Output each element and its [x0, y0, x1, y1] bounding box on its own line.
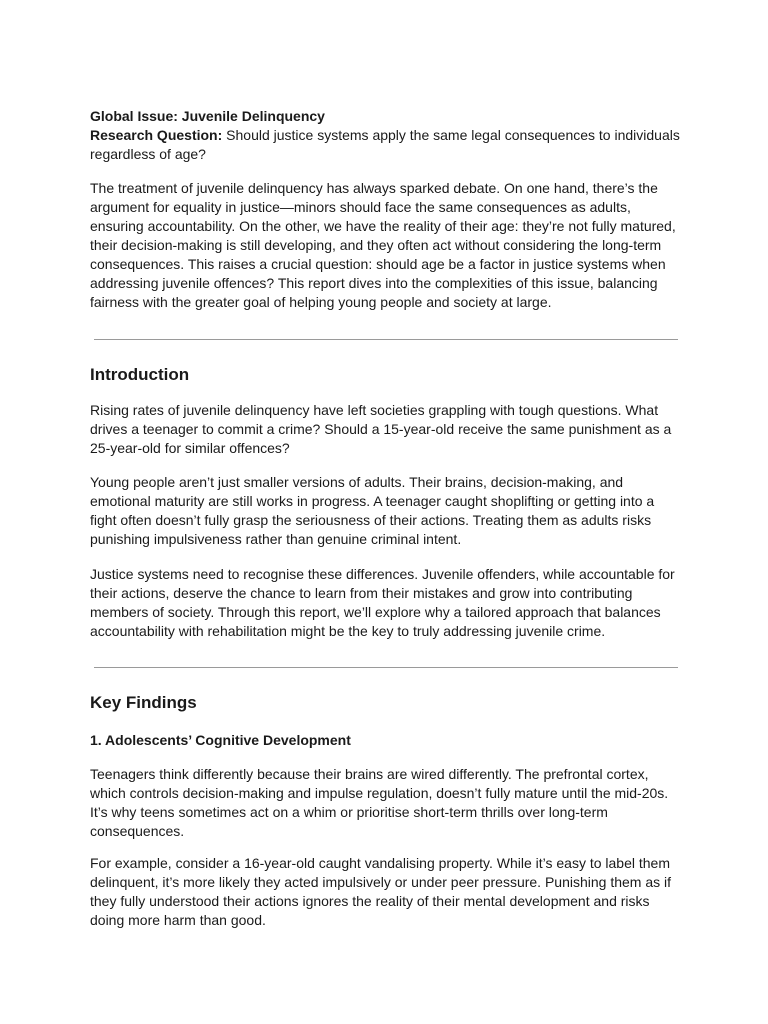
- introduction-paragraph: Justice systems need to recognise these differences. Juvenile offenders, while accountable for their actions, deserve the chance to learn from their mistakes and grow into contributing members of society. Through this report, we’ll explore why a tailored approach that balances accountability with rehabilitation might be the key to truly addressing juvenile crime.: [90, 566, 675, 639]
- key-findings-body-2: [90, 854, 680, 944]
- key-findings-heading: Key Findings: [90, 693, 197, 712]
- section-divider: [94, 667, 678, 668]
- intro-paragraph-block: [90, 179, 680, 326]
- section-divider: [94, 339, 678, 340]
- introduction-section: [90, 364, 680, 386]
- introduction-body: [90, 401, 680, 472]
- research-question-text: Should justice systems apply the same legal consequences to individuals regardless of age?: [90, 127, 680, 162]
- intro-paragraph: The treatment of juvenile delinquency has always sparked debate. On one hand, there’s the argument for equality in justice—minors should face the same consequences as adults, ensuring accountability. On the other, we have the reality of their age: they’re not fully matured, their decision-making is still developing, and they often act without considering the long-term consequences. This raises a crucial question: should age be a factor in justice systems when addressing juvenile offences? This report dives into the complexities of this issue, balancing fairness with the greater goal of helping young people and society at large.: [90, 180, 676, 310]
- introduction-paragraph: Rising rates of juvenile delinquency have left societies grappling with tough questions. What drives a teenager to commit a crime? Should a 15-year-old receive the same punishment as a 25-year-old for similar offences?: [90, 402, 672, 456]
- key-findings-section: [90, 692, 680, 714]
- introduction-paragraph: Young people aren’t just smaller versions of adults. Their brains, decision-making, and emotional maturity are still works in progress. A teenager caught shoplifting or getting into a fight often doesn’t fully grasp the seriousness of their actions. Treating them as adults risks punishing impulsiveness rather than genuine criminal intent.: [90, 474, 655, 547]
- research-question-label: Research Question:: [90, 127, 223, 143]
- key-findings-paragraph: Teenagers think differently because their brains are wired differently. The prefrontal cortex, which controls decision-making and impulse regulation, doesn’t fully mature until the mid-20s. It’s why teens sometimes act on a whim or prioritise short-term thrills over long-term consequences.: [90, 766, 669, 839]
- key-findings-subheading: 1. Adolescents’ Cognitive Development: [90, 732, 351, 748]
- research-question: [90, 126, 680, 164]
- global-issue-title: Global Issue: Juvenile Delinquency: [90, 108, 325, 124]
- key-findings-paragraph: For example, consider a 16-year-old caught vandalising property. While it’s easy to label them delinquent, it’s more likely they acted impulsively or under peer pressure. Punishing them as if they fully understood their actions ignores the reality of their mental development and risks doing more harm than good.: [90, 855, 672, 928]
- introduction-body-2: [90, 473, 680, 563]
- introduction-body-3: [90, 565, 680, 655]
- key-findings-subsection: [90, 731, 680, 750]
- introduction-heading: Introduction: [90, 365, 190, 384]
- key-findings-body: [90, 765, 680, 855]
- header-block: [90, 107, 680, 164]
